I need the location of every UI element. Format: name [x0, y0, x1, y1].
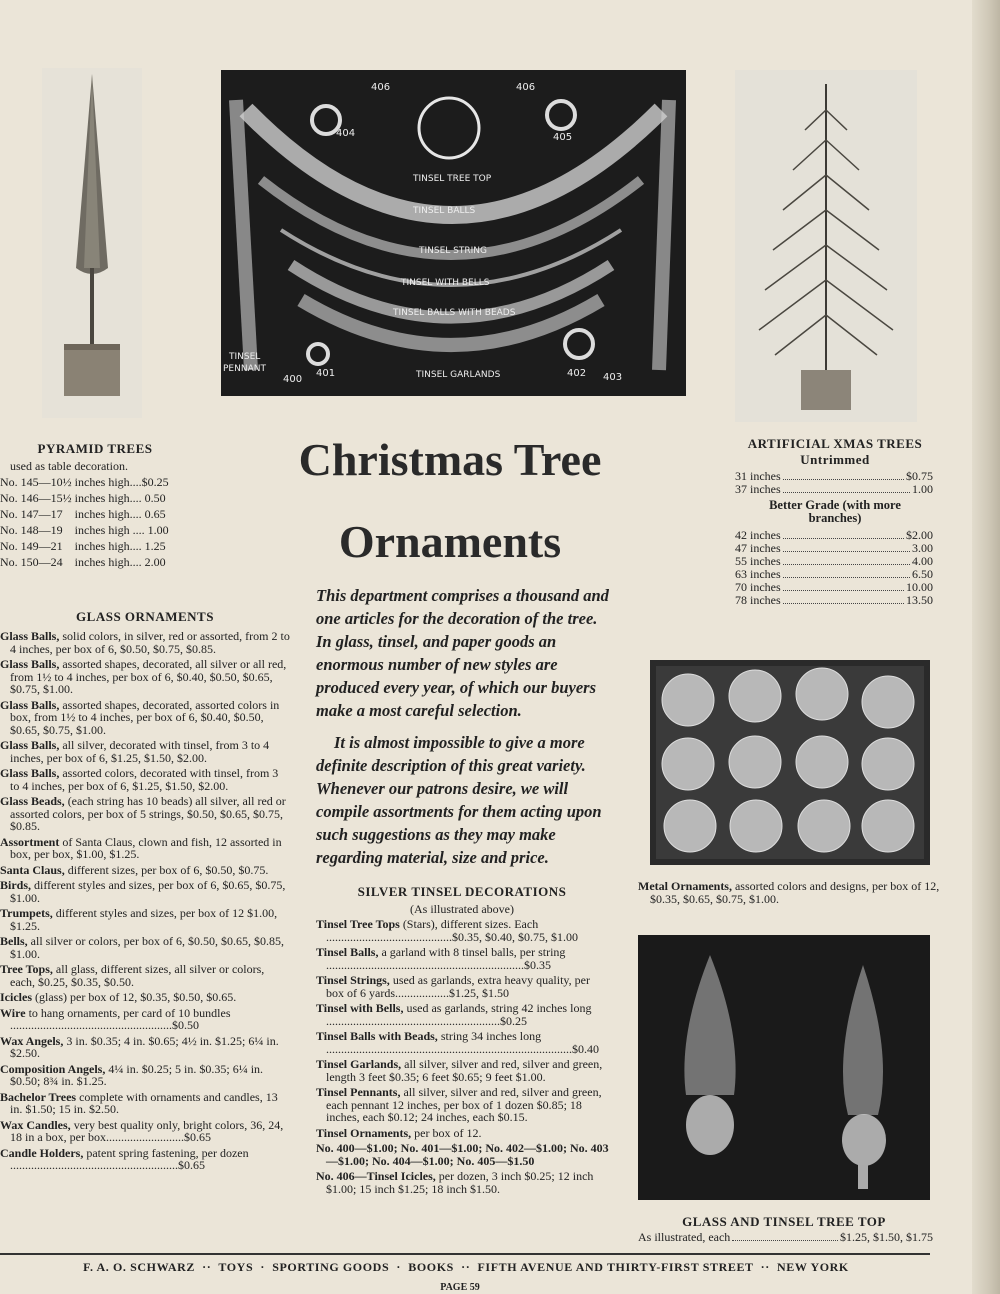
pyramid-table: [0, 474, 172, 570]
item-text: complete with ornaments and candles, 13 in. $1.50; 15 in. $2.50.: [10, 1089, 278, 1116]
pyramid-height: inches high.... 2.00: [74, 555, 166, 569]
item-name: Bells,: [0, 934, 28, 948]
tinsel-subtitle: (As illustrated above): [410, 902, 514, 916]
list-item: [0, 935, 290, 960]
list-item: [316, 1058, 610, 1083]
pyramid-row: [0, 506, 172, 522]
label-treetop: TINSEL TREE TOP: [413, 174, 492, 184]
pyramid-num: No. 148—19: [0, 523, 63, 537]
item-text: a garland with 8 tinsel balls, per string ..................................................................$0.35: [326, 945, 566, 972]
item-text: 3 in. $0.35; 4 in. $0.65; 4½ in. $1.25; 6¼ in. $2.50.: [10, 1033, 279, 1060]
tree-price: $2.00: [906, 528, 933, 542]
list-item: [0, 1091, 290, 1116]
glass-ornaments-list: [0, 630, 290, 1175]
item-text: per box of 12.: [411, 1125, 482, 1140]
list-item: [0, 1119, 290, 1144]
list-item: [0, 1035, 290, 1060]
pyramid-row: [0, 490, 172, 506]
page-heading-line1: Christmas Tree: [298, 434, 602, 485]
item-name: Assortment: [0, 834, 60, 849]
item-text: solid colors, in silver, red or assorted, from 2 to 4 inches, per box of 6, $0.50, $0.75, $0.85.: [10, 629, 290, 656]
item-text: different styles and sizes, per box of 12 $1.00, $1.25.: [10, 906, 278, 933]
tree-price: 3.00: [912, 541, 933, 555]
pyramid-row: [0, 538, 172, 554]
pyramid-height: inches high....$0.25: [74, 475, 169, 489]
item-text: very best quality only, bright colors, 36, 24, 18 in a box, per box..........................$0.65: [10, 1117, 284, 1144]
pyramid-height: inches high.... 1.25: [74, 539, 166, 553]
item-name: Tinsel Pennants,: [316, 1085, 401, 1099]
page-heading-line2: Ornaments: [338, 516, 562, 567]
tree-top-text: As illustrated, each: [638, 1230, 731, 1244]
pyramid-height: inches high .... 1.00: [74, 523, 169, 537]
tree-top-title: GLASS AND TINSEL TREE TOP: [682, 1214, 886, 1229]
tree-size: 37 inches: [735, 482, 781, 496]
label-balls: TINSEL BALLS: [413, 206, 476, 216]
label-400: 400: [283, 374, 303, 385]
tree-price: 1.00: [912, 482, 933, 496]
label-pennant-2: PENNANT: [223, 364, 266, 374]
item-name: Tinsel Balls with Beads,: [316, 1029, 438, 1043]
list-item: [316, 1002, 610, 1027]
tree-size: 47 inches: [735, 541, 781, 555]
pyramid-num: No. 146—15½: [0, 491, 72, 505]
item-text: string 34 inches long ..................................................................................$0.40: [326, 1029, 599, 1056]
label-401: 401: [316, 368, 336, 379]
tree-size: 55 inches: [735, 554, 781, 568]
item-name: Wax Candles,: [0, 1117, 71, 1132]
intro-paragraph-1: This department comprises a thousand and one articles for the decoration of the tree. In glass, tinsel, and paper goods an enormous number of new styles are produced every year, of which our buyers make a most careful selection.: [316, 586, 609, 720]
pyramid-height: inches high.... 0.50: [74, 491, 166, 505]
tree-price: 10.00: [906, 580, 933, 594]
item-text: all silver, decorated with tinsel, from 3 to 4 inches, per box of 6, $1.25, $1.50, $2.00.: [10, 738, 270, 765]
item-text: used as garlands, extra heavy quality, per box of 6 yards..................$1.25, $1.50: [326, 973, 590, 1000]
list-item: [0, 1147, 290, 1172]
tree-size: 31 inches: [735, 469, 781, 483]
pyramid-tree-photo: [42, 68, 142, 418]
list-item: [0, 963, 290, 988]
item-name: Glass Beads,: [0, 794, 65, 808]
page-edge: [972, 0, 1000, 1294]
list-item: [0, 836, 290, 861]
list-item: [316, 1127, 610, 1140]
item-name: Bachelor Trees: [0, 1089, 77, 1104]
metal-ornaments-caption: [638, 880, 950, 906]
item-text: (glass) per box of 12, $0.35, $0.50, $0.65.: [32, 990, 237, 1004]
item-text: all silver, silver and red, silver and green, length 3 feet $0.35; 6 feet $0.65; 9 feet $1.00.: [326, 1057, 603, 1084]
list-item: [0, 879, 290, 904]
item-text: all silver, silver and red, silver and green, each pennant 12 inches, per box of 1 dozen $0.85; 18 inches, each $0.12; 24 inches, each $0.15.: [326, 1085, 602, 1124]
tree-size: 78 inches: [735, 593, 781, 607]
item-text: assorted shapes, decorated, assorted colors in box, from 1½ to 4 inches, per box of 6, $0.40, $0.50, $0.65, $0.75, $1.00.: [10, 697, 280, 737]
tree-price: 13.50: [906, 593, 933, 607]
item-name: Composition Angels,: [0, 1061, 106, 1076]
pyramid-height: inches high.... 0.65: [74, 507, 166, 521]
pyramid-row: [0, 554, 172, 570]
list-item: [316, 974, 610, 999]
intro-paragraph-2: It is almost impossible to give a more definite description of this great variety. Whenever our patrons desire, we will compile assortments for them acting upon such suggestions as they may make regarding material, size and price.: [316, 733, 602, 867]
pyramid-row: [0, 474, 172, 490]
item-name: Tinsel Strings,: [316, 973, 390, 987]
item-text: (each string has 10 beads) all silver, all red or assorted colors, per box of 5 strings, $0.50, $0.65, $0.75, $0.85.: [10, 794, 286, 833]
item-text: different sizes, per box of 6, $0.50, $0.75.: [64, 862, 269, 877]
item-name: Glass Balls,: [0, 738, 60, 752]
pyramid-subtitle: used as table decoration.: [10, 459, 128, 473]
tree-top-photo: [638, 935, 930, 1200]
tree-top-price: $1.25, $1.50, $1.75: [840, 1230, 933, 1244]
list-item: [0, 767, 290, 792]
label-404: 404: [336, 128, 356, 139]
tree-price: $0.75: [906, 469, 933, 483]
item-name: Glass Balls,: [0, 657, 60, 671]
tinsel-list: [316, 918, 610, 1198]
better-grade-heading: Better Grade (with more branches): [769, 498, 901, 525]
item-name: Tinsel Balls,: [316, 945, 379, 959]
label-beads: TINSEL BALLS WITH BEADS: [393, 308, 516, 318]
tinsel-decorations-photo: [221, 70, 686, 396]
label-402: 402: [567, 368, 587, 379]
list-item: [316, 918, 610, 943]
item-name: Tinsel Tree Tops: [316, 917, 400, 931]
xmas-trees-list-2: [735, 529, 933, 607]
list-item: [0, 991, 290, 1004]
metal-name: Metal Ornaments,: [638, 879, 732, 893]
metal-ornaments-photo: [650, 660, 930, 865]
pyramid-num: No. 150—24: [0, 555, 63, 569]
intro-text: [316, 584, 616, 878]
tree-price: 6.50: [912, 567, 933, 581]
list-item: [316, 1170, 610, 1195]
tree-top-price-row: [638, 1230, 933, 1244]
pyramid-num: No. 145—10½: [0, 475, 72, 489]
xmas-trees-subtitle: Untrimmed: [800, 452, 870, 467]
item-text: (Stars), different sizes. Each ..........................................$0.35, $0.40, $0.75, $1.00: [326, 917, 578, 944]
page-number: PAGE 59: [440, 1282, 480, 1293]
pyramid-title: PYRAMID TREES: [37, 441, 153, 456]
label-405: 405: [553, 132, 573, 143]
list-item: [0, 1007, 290, 1032]
label-string: TINSEL STRING: [419, 246, 487, 256]
glass-title: GLASS ORNAMENTS: [76, 609, 214, 624]
list-item: [0, 1063, 290, 1088]
list-item: [0, 907, 290, 932]
pyramid-num: No. 147—17: [0, 507, 63, 521]
item-name: Icicles: [0, 990, 32, 1004]
price-row: [735, 483, 933, 496]
item-text: per dozen, 3 inch $0.25; 12 inch $1.00; 15 inch $1.25; 18 inch $1.50.: [326, 1169, 594, 1196]
footer-line: F. A. O. SCHWARZ ·· TOYS · SPORTING GOODS · BOOKS ·· FIFTH AVENUE AND THIRTY-FIRST STREET ·· NEW YORK: [83, 1260, 849, 1274]
item-name: Tinsel with Bells,: [316, 1001, 404, 1015]
metal-text: assorted colors and designs, per box of 12, $0.35, $0.65, $0.75, $1.00.: [650, 879, 940, 906]
label-garlands: TINSEL GARLANDS: [416, 370, 501, 380]
footer-rule: [0, 1253, 930, 1255]
item-name: Tinsel Garlands,: [316, 1057, 402, 1071]
pyramid-num: No. 149—21: [0, 539, 63, 553]
label-406a: 406: [371, 82, 391, 93]
item-text: assorted colors, decorated with tinsel, from 3 to 4 inches, per box of 6, $1.25, $1.50, $2.00.: [10, 766, 279, 793]
item-name: Glass Balls,: [0, 629, 60, 643]
artificial-tree-photo: [735, 70, 917, 422]
pyramid-row: [0, 522, 172, 538]
item-name: Santa Claus,: [0, 862, 65, 877]
xmas-trees-title: ARTIFICIAL XMAS TREES: [747, 436, 923, 451]
list-item: [316, 1142, 610, 1167]
item-name: Wire: [0, 1005, 26, 1020]
item-text: used as garlands, string 42 inches long ..........................................................$0.25: [326, 1001, 592, 1028]
label-403: 403: [603, 372, 623, 383]
tree-price: 4.00: [912, 554, 933, 568]
list-item: [316, 1086, 610, 1124]
tree-size: 63 inches: [735, 567, 781, 581]
item-text: all glass, different sizes, all silver or colors, each, $0.25, $0.35, $0.50.: [10, 962, 265, 989]
item-name: Tree Tops,: [0, 962, 53, 976]
item-text: assorted shapes, decorated, all silver or all red, from 1½ to 4 inches, per box of 6, $0.40, $0.50, $0.65, $0.75, $1.00.: [10, 657, 287, 696]
tree-size: 42 inches: [735, 528, 781, 542]
list-item: [0, 739, 290, 764]
item-name: No. 406—Tinsel Icicles,: [316, 1169, 436, 1183]
item-name: Glass Balls,: [0, 697, 60, 712]
tree-size: 70 inches: [735, 580, 781, 594]
item-text: different styles and sizes, per box of 6, $0.65, $0.75, $1.00.: [10, 878, 286, 905]
tinsel-title: SILVER TINSEL DECORATIONS: [357, 884, 567, 899]
xmas-trees-list-1: [735, 470, 933, 496]
item-name: Glass Balls,: [0, 766, 60, 780]
list-item: [316, 946, 610, 971]
item-text: to hang ornaments, per card of 10 bundles ......................................................$0.50: [10, 1005, 231, 1032]
item-name: Birds,: [0, 878, 32, 892]
item-name: Tinsel Ornaments,: [316, 1125, 412, 1140]
list-item: [316, 1030, 610, 1055]
item-name: Trumpets,: [0, 906, 53, 920]
label-406b: 406: [516, 82, 536, 93]
item-name: Wax Angels,: [0, 1033, 64, 1048]
list-item: [0, 795, 290, 833]
list-item: [0, 864, 290, 877]
item-text: patent spring fastening, per dozen ........................................................$0.65: [10, 1145, 249, 1172]
list-item: [0, 699, 290, 737]
item-name: Candle Holders,: [0, 1145, 84, 1160]
item-name: No. 400—$1.00; No. 401—$1.00; No. 402—$1.00; No. 403—$1.00; No. 404—$1.00; No. 405—$1.50: [316, 1141, 609, 1168]
list-item: [0, 658, 290, 696]
item-text: all silver or colors, per box of 6, $0.50, $0.65, $0.85, $1.00.: [10, 934, 284, 961]
label-bells: TINSEL WITH BELLS: [401, 278, 490, 288]
item-text: of Santa Claus, clown and fish, 12 assorted in box, per box, $1.00, $1.25.: [10, 834, 282, 861]
price-row: [735, 594, 933, 607]
item-text: 4¼ in. $0.25; 5 in. $0.35; 6¼ in. $0.50; 8¾ in. $1.25.: [10, 1061, 264, 1088]
list-item: [0, 630, 290, 655]
label-pennant-1: TINSEL: [229, 352, 261, 362]
